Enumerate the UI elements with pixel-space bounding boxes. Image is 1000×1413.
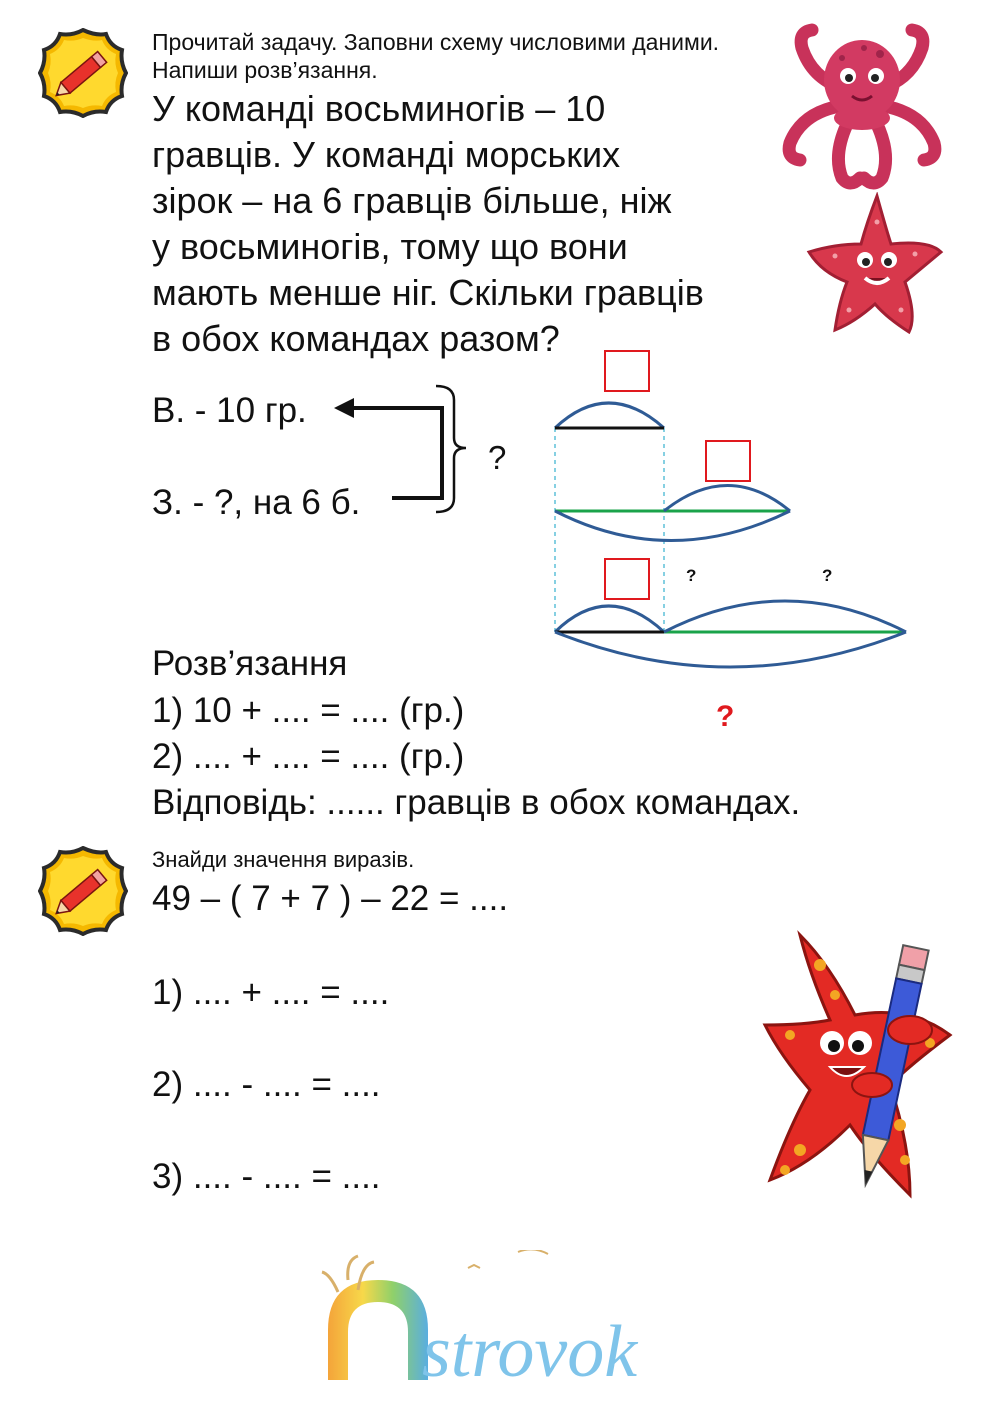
answer-box-bottom-octopus[interactable] xyxy=(604,558,650,600)
solution-heading: Розв’язання xyxy=(152,644,348,683)
logo-text: strovok xyxy=(422,1311,638,1390)
note-starfish: З. - ?, на 6 б. xyxy=(152,483,361,522)
answer-box-difference[interactable] xyxy=(705,440,751,482)
task2-expression: 49 – ( 7 + 7 ) – 22 = .... xyxy=(152,879,509,918)
problem-line: у восьминогів, тому що вони xyxy=(152,226,628,267)
note-octopus: В. - 10 гр. xyxy=(152,391,307,430)
starfish-icon xyxy=(805,192,945,337)
task2-step-1: 1) .... + .... = .... xyxy=(152,973,390,1012)
total-question-mark-red: ? xyxy=(716,700,735,733)
pencil-badge-icon xyxy=(38,846,128,936)
problem-line: гравців. У команді морських xyxy=(152,134,621,175)
task2-step-2: 2) .... - .... = .... xyxy=(152,1065,381,1104)
problem-line: в обох командах разом? xyxy=(152,318,560,359)
task2-step-3: 3) .... - .... = .... xyxy=(152,1157,381,1196)
problem-line: мають менше ніг. Скільки гравців xyxy=(152,272,704,313)
task1-instruction: Прочитай задачу. Заповни схему числовими даними. Напиши розв’язання. xyxy=(152,29,720,83)
problem-text xyxy=(152,86,792,362)
arc-difference xyxy=(664,486,790,512)
small-question-mark: ? xyxy=(822,566,833,585)
total-question-mark: ? xyxy=(488,439,507,476)
bar-model-diagram xyxy=(540,340,920,680)
arc-total xyxy=(555,632,906,667)
arc-top-octopus xyxy=(555,403,664,428)
arc-bottom-octopus xyxy=(555,606,664,632)
octopus-icon xyxy=(772,18,952,193)
arc-bottom-starfish xyxy=(664,601,906,632)
problem-line: У команді восьминогів – 10 xyxy=(152,88,606,129)
solution-answer: Відповідь: ...... гравців в обох командах. xyxy=(152,783,801,822)
problem-line: зірок – на 6 гравців більше, ніж xyxy=(152,180,672,221)
pencil-badge-icon xyxy=(38,28,128,118)
starfish-with-pencil-icon xyxy=(760,925,960,1200)
arc-starfish-total xyxy=(555,511,790,541)
answer-box-octopus[interactable] xyxy=(604,350,650,392)
task2-instruction: Знайди значення виразів. xyxy=(152,847,415,872)
ostrovok-logo xyxy=(318,1250,758,1390)
note-arrow-bracket xyxy=(330,380,490,520)
solution-step-2: 2) .... + .... = .... (гр.) xyxy=(152,737,465,776)
small-question-mark: ? xyxy=(686,566,697,585)
solution-step-1: 1) 10 + .... = .... (гр.) xyxy=(152,691,465,730)
